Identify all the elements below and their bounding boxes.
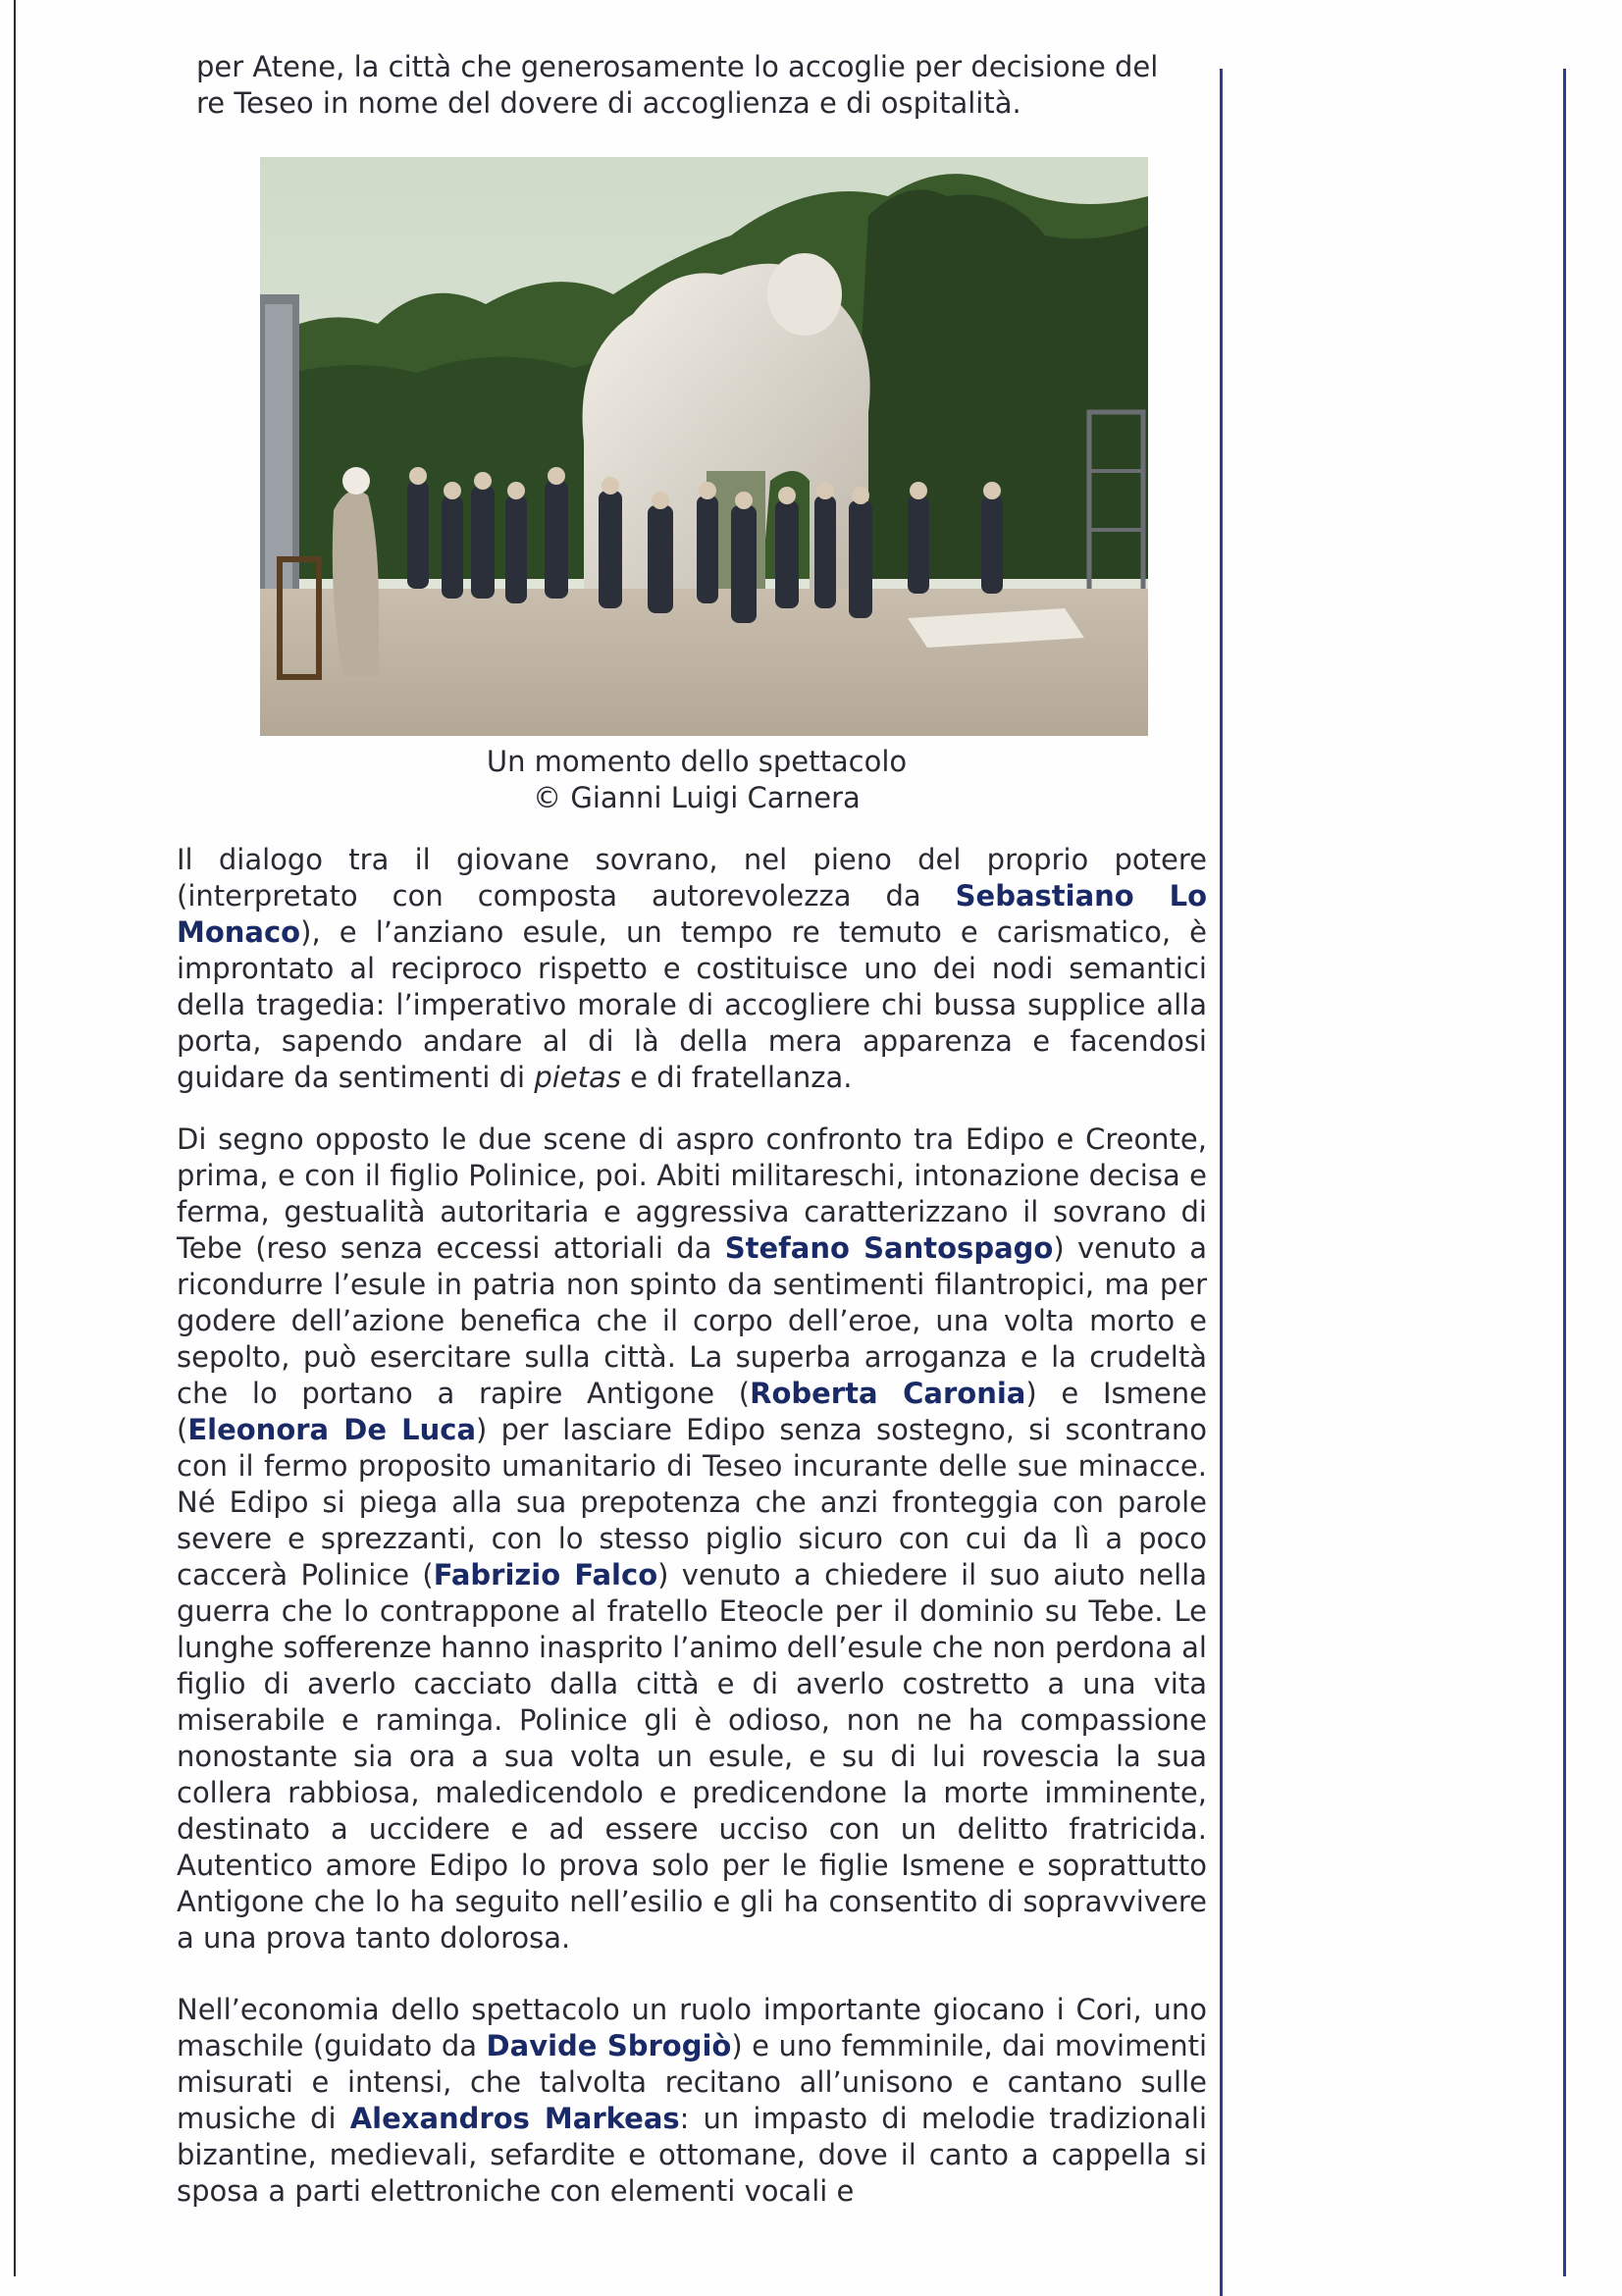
actor-name: Roberta Caronia — [750, 1377, 1026, 1410]
artist-name: Davide Sbrogiò — [486, 2029, 732, 2062]
italic-term: pietas — [534, 1061, 621, 1094]
actor-name: Eleonora De Luca — [187, 1413, 477, 1446]
paragraph-dialogo — [177, 842, 1207, 1096]
p2-text-5: ) venuto a chiedere il suo aiuto nella guerra che lo contrappone al fratello Eteocle per il dominio su Tebe. Le lunghe sofferenze hanno inasprito l’animo dell’esule che non perdona al figlio di averlo cacciato dalla città e di averlo costretto a una vita miserabile e raminga. Polinice gli è odioso, non ne ha compassione nonostante sia ora a sua volta un esule, e su di lui rovescia la sua collera rabbiosa, maledicendolo e predicendone la morte imminente, destinato a uccidere e ad essere ucciso con un delitto fratricida. Autentico amore Edipo lo prova solo per le figlie Ismene e soprattutto Antigone che lo ha seguito nell’esilio e gli ha consentito di sopravvivere a una prova tanto dolorosa. — [177, 1558, 1207, 1955]
paragraph-cori — [177, 1992, 1207, 2210]
stage-photo — [260, 157, 1148, 736]
actor-name: Sebastiano Lo Monaco — [177, 879, 1207, 949]
p1-text-3: e di fratellanza. — [620, 1061, 853, 1094]
actor-name: Stefano Santospago — [724, 1231, 1054, 1265]
column-rule — [1220, 69, 1223, 2296]
p2-text-3: ) e Ismene ( — [177, 1377, 1207, 1446]
p3-text-1: Nell’economia dello spettacolo un ruolo importante giocano i Cori, uno maschile (guidato da — [177, 1993, 1207, 2062]
photo-caption: Un momento dello spettacolo — [486, 745, 908, 778]
actor-name: Fabrizio Falco — [433, 1558, 658, 1592]
p2-text-1: Di segno opposto le due scene di aspro confronto tra Edipo e Creonte, prima, e con il figlio Polinice, poi. Abiti militareschi, intonazione decisa e ferma, gestualità autoritaria e aggressiva caratterizzano il sovrano di Tebe (reso senza eccessi attoriali da — [177, 1122, 1207, 1265]
paragraph-creonte — [177, 1122, 1207, 1957]
p2-text-2: ) venuto a ricondurre l’esule in patria non spinto da sentimenti filantropici, ma per godere dell’azione benefica che il corpo dell’eroe, una volta morto e sepolto, può esercitare sulla città. La superba arroganza e la crudeltà che lo portano a rapire Antigone ( — [177, 1231, 1207, 1410]
photo-credit: © Gianni Luigi Carnera — [533, 781, 861, 814]
left-margin-rule — [14, 0, 16, 2276]
intro-line-2: re Teseo in nome del dovere di accoglienza e di ospitalità. — [196, 86, 1021, 120]
artist-name: Alexandros Markeas — [349, 2102, 680, 2135]
p2-text-4: ) per lasciare Edipo senza sostegno, si scontrano con il fermo proposito umanitario di Teseo incurante delle sue minacce. Né Edipo si piega alla sua prepotenza che anzi fronteggia con parole severe e sprezzanti, con lo stesso piglio sicuro con cui da lì a poco caccerà Polinice ( — [177, 1413, 1207, 1592]
p1-text-2: ), e l’anziano esule, un tempo re temuto e carismatico, è improntato al reciproco rispetto e costituisce uno dei nodi semantici della tragedia: l’imperativo morale di accogliere chi bussa supplice alla porta, sapendo andare al di là della mera apparenza e facendosi guidare da sentimenti di — [177, 915, 1207, 1094]
p1-text-1: Il dialogo tra il giovane sovrano, nel pieno del proprio potere (interpretato con composta autorevolezza da — [177, 843, 1207, 913]
stage-photo-illustration — [260, 157, 1148, 736]
intro-text — [196, 49, 1231, 122]
p3-text-3: : un impasto di melodie tradizionali bizantine, medievali, sefardite e ottomane, dove il canto a cappella si sposa a parti elettroniche con elementi vocali e — [177, 2102, 1207, 2208]
p3-text-2: ) e uno femminile, dai movimenti misurati e intensi, che talvolta recitano all’unisono e cantano sulle musiche di — [177, 2029, 1207, 2135]
right-margin-rule — [1563, 69, 1566, 2276]
intro-line-1: per Atene, la città che generosamente lo accoglie per decisione del — [196, 50, 1159, 83]
